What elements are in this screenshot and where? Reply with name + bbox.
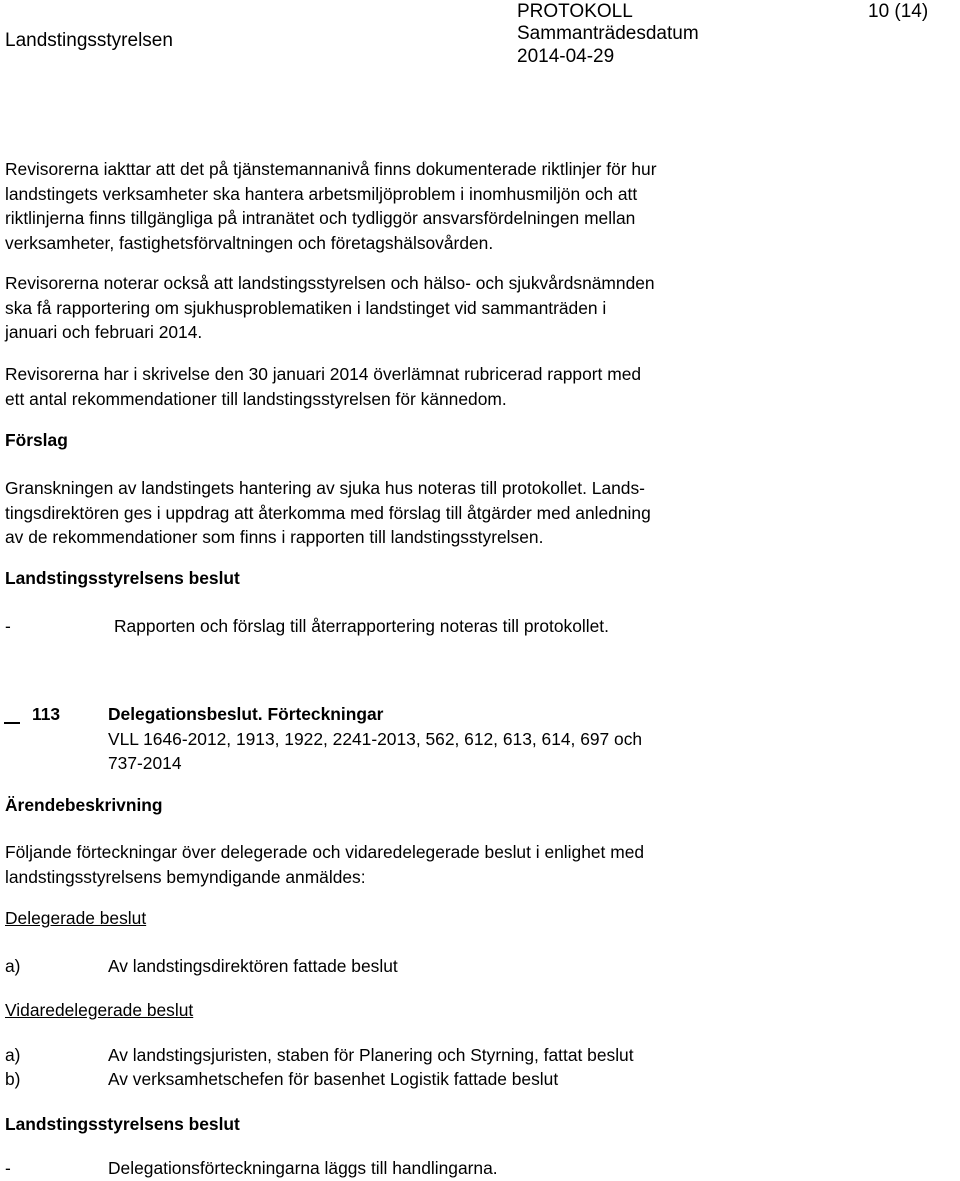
header-org: Landstingsstyrelsen	[5, 30, 173, 51]
header-doc-type: PROTOKOLL	[517, 1, 633, 22]
header-page-number: 10 (14)	[868, 1, 929, 22]
beslut-heading-1: Landstingsstyrelsens beslut	[5, 568, 240, 588]
vidaredelegerade-marker-a: a)	[5, 1045, 21, 1065]
arende-heading: Ärendebeskrivning	[5, 795, 163, 815]
header-date-label: Sammanträdesdatum	[517, 23, 699, 44]
beslut-text-1: Rapporten och förslag till återrapportering noteras till protokollet.	[114, 616, 609, 636]
forslag-heading: Förslag	[5, 430, 68, 450]
section-title: Delegationsbeslut. Förteckningar	[108, 704, 384, 724]
header-date: 2014-04-29	[517, 46, 615, 67]
intro-paragraph-1: Revisorerna iakttar att det på tjänstemannanivå finns dokumenterade riktlinjer för hur landstingets verksamheter ska hantera arbetsmiljöproblem i inomhusmiljön och att riktlinjerna finns tillgängliga på intranätet och tydliggör ansvarsfördelningen mellan verksamheter, fastighetsförvaltningen och företagshälsovården.	[5, 159, 657, 253]
section-ref-line-2: 737-2014	[108, 753, 182, 773]
beslut-dash-2: -	[5, 1158, 11, 1178]
beslut-dash-1: -	[5, 616, 11, 636]
arende-text: Följande förteckningar över delegerade och vidaredelegerade beslut i enlighet med landstingsstyrelsens bemyndigande anmäldes:	[5, 842, 645, 887]
intro-paragraph-2: Revisorerna noterar också att landstingsstyrelsen och hälso- och sjukvårdsnämnden ska få rapportering om sjukhusproblematiken i landstinget vid sammanträden i januari och februari 2014.	[5, 273, 655, 342]
delegerade-heading: Delegerade beslut	[5, 908, 147, 928]
forslag-text: Granskningen av landstingets hantering av sjuka hus noteras till protokollet. Lands- tingsdirektören ges i uppdrag att återkomma med förslag till åtgärder med anledning av de rekommendationer som finns i rapporten till landstingsstyrelsen.	[5, 478, 651, 547]
beslut-text-2: Delegationsförteckningarna läggs till handlingarna.	[108, 1158, 498, 1178]
beslut-heading-2: Landstingsstyrelsens beslut	[5, 1114, 240, 1134]
vidaredelegerade-marker-b: b)	[5, 1069, 21, 1089]
section-number: 113	[4, 702, 60, 727]
section-ref-line-1: VLL 1646-2012, 1913, 1922, 2241-2013, 562, 612, 613, 614, 697 och	[108, 729, 643, 749]
section-symbol-icon	[4, 702, 20, 724]
delegerade-marker-a: a)	[5, 956, 21, 976]
vidaredelegerade-item-a: Av landstingsjuristen, staben för Planering och Styrning, fattat beslut	[108, 1045, 634, 1065]
vidaredelegerade-heading: Vidaredelegerade beslut	[5, 1000, 194, 1020]
delegerade-item-a: Av landstingsdirektören fattade beslut	[108, 956, 398, 976]
vidaredelegerade-item-b: Av verksamhetschefen för basenhet Logistik fattade beslut	[108, 1069, 559, 1089]
intro-paragraph-3: Revisorerna har i skrivelse den 30 januari 2014 överlämnat rubricerad rapport med ett antal rekommendationer till landstingsstyrelsen för kännedom.	[5, 364, 642, 409]
